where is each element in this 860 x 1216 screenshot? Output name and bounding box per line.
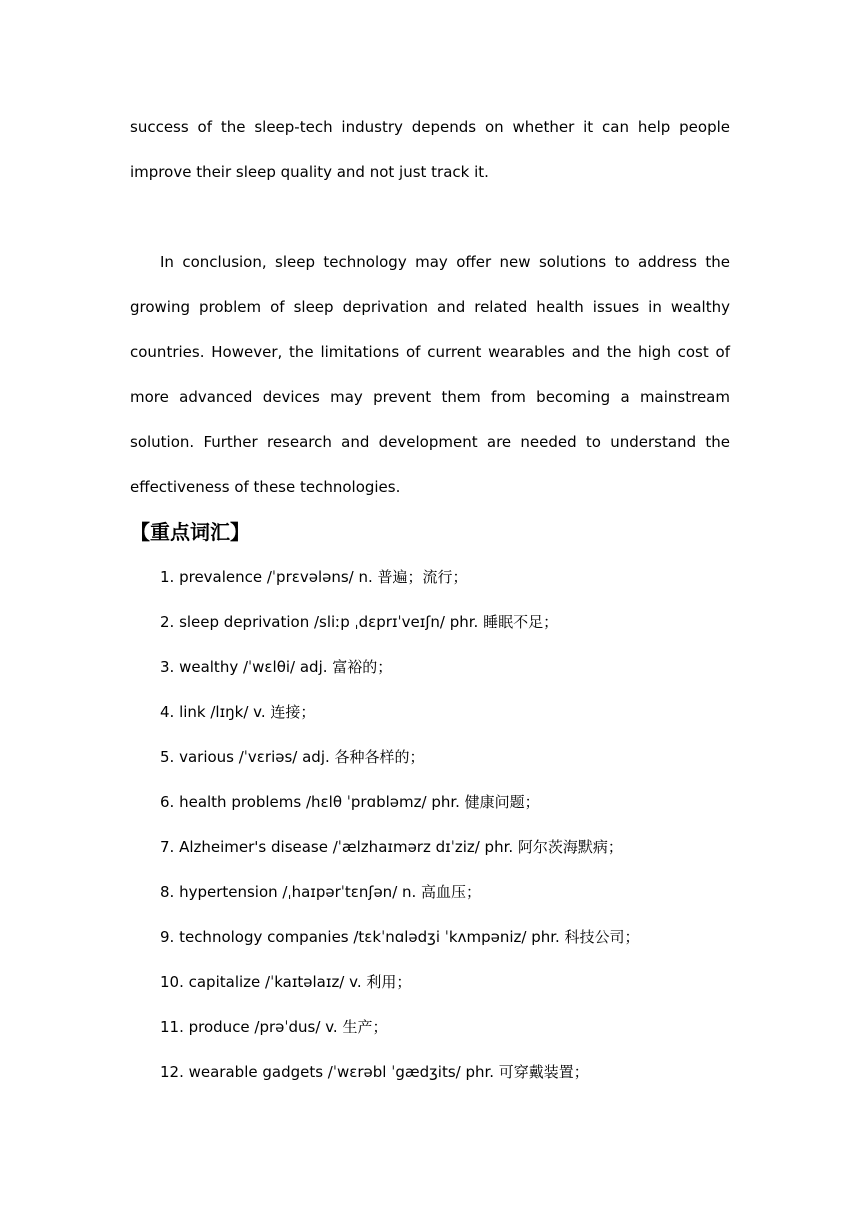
vocab-item: 8. hypertension /ˌhaɪpərˈtɛnʃən/ n. 高血压； [160,883,482,901]
vocab-item: 9. technology companies /tɛkˈnɑlədʒi ˈkʌmpəniz/ phr. 科技公司； [160,928,640,946]
conclusion-paragraph: In conclusion, sleep technology may offer new solutions to address the growing problem of sleep deprivation and related health issues in wealthy countries. However, the limitations of current wearables and the high cost of more advanced devices may prevent them from becoming a mainstream solution. Further research and development are needed to understand the effectiveness of these technologies. [130,253,730,496]
vocab-item: 6. health problems /hɛlθ ˈprɑbləmz/ phr. 健康问题； [160,793,540,811]
vocab-heading: 【重点词汇】 [130,520,250,544]
vocab-item: 12. wearable gadgets /ˈwɛrəbl ˈgædʒits/ phr. 可穿戴装置； [160,1063,589,1081]
vocab-item: 1. prevalence /ˈprɛvələns/ n. 普遍；流行； [160,568,468,586]
vocab-item: 10. capitalize /ˈkaɪtəlaɪz/ v. 利用； [160,973,412,991]
vocab-item: 7. Alzheimer's disease /ˈælzhaɪmərz dɪˈziz/ phr. 阿尔茨海默病； [160,838,623,856]
vocab-item: 11. produce /prəˈdus/ v. 生产； [160,1018,388,1036]
vocab-item: 3. wealthy /ˈwɛlθi/ adj. 富裕的； [160,658,393,676]
vocab-list [160,555,730,1095]
vocab-item: 2. sleep deprivation /sliːp ˌdɛprɪˈveɪʃn/ phr. 睡眠不足； [160,613,559,631]
vocab-item: 5. various /ˈvɛriəs/ adj. 各种各样的； [160,748,425,766]
continuation-paragraph: success of the sleep-tech industry depends on whether it can help people improve their sleep quality and not just track it. [130,118,730,181]
vocab-item: 4. link /lɪŋk/ v. 连接； [160,703,316,721]
